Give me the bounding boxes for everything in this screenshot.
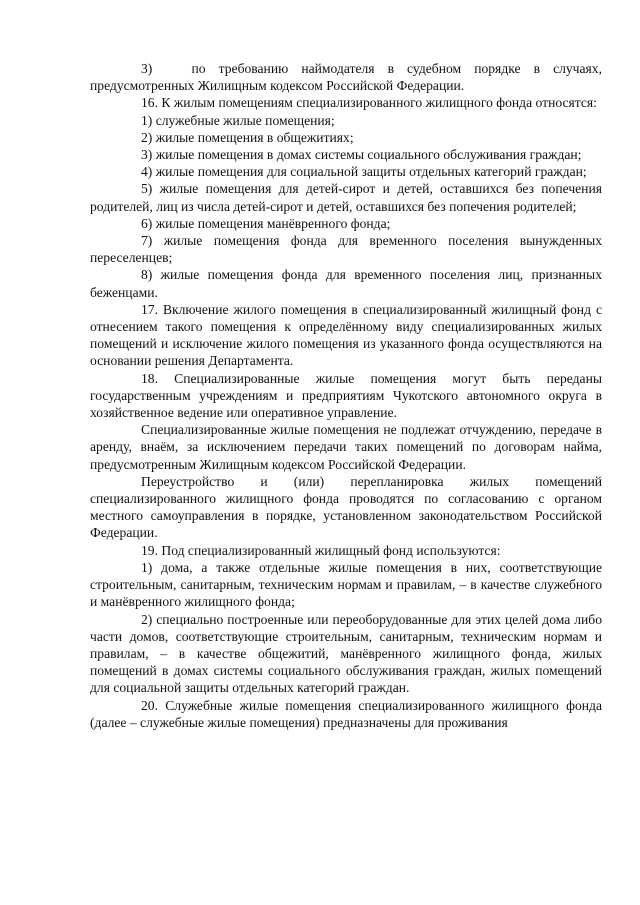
document-body — [90, 60, 602, 731]
list-item-forced-migrants: 7) жилые помещения фонда для временного поселения вынужденных переселенцев; — [90, 233, 602, 266]
list-item-social-protection: 4) жилые помещения для социальной защиты отдельных категорий граждан; — [141, 164, 587, 180]
paragraph-reconstruction: Переустройство и (или) перепланировка жилых помещений специализированного жилищного фонда проводятся по согласованию с органом местного самоуправления в порядке, установленном законодательством Российской Федерации. — [90, 473, 602, 541]
paragraph-19-heading: 19. Под специализированный жилищный фонд используются: — [141, 542, 501, 558]
list-item-orphans: 5) жилые помещения для детей-сирот и детей, оставшихся без попечения родителей, лиц из числа детей-сирот и детей, оставшихся без попечения родителей; — [90, 181, 602, 214]
paragraph-17: 17. Включение жилого помещения в специализированный жилищный фонд с отнесением такого помещения к определённому виду специализированных жилых помещений и исключение жилого помещения из указанного фонда осуществляются на основании решения Департамента. — [90, 301, 602, 369]
list-item-maneuverable-fund: 6) жилые помещения манёвренного фонда; — [141, 215, 391, 231]
list-item-19-2: 2) специально построенные или переоборудованные для этих целей дома либо части домов, соответствующие строительным, санитарным, техническим нормам и правилам, – в качестве общежитий, манёвренного жилищного фонда, жилых помещений в домах системы социального обслуживания граждан, жилых помещений для социальной защиты отдельных категорий граждан. — [90, 611, 602, 696]
paragraph-item-3-eviction: 3) по требованию наймодателя в судебном порядке в случаях, предусмотренных Жилищным кодексом Российской Федерации. — [90, 61, 602, 94]
paragraph-20: 20. Служебные жилые помещения специализированного жилищного фонда (далее – служебные жилые помещения) предназначены для проживания — [90, 697, 602, 730]
list-item-service-housing: 1) служебные жилые помещения; — [141, 112, 335, 128]
list-item-social-service-homes: 3) жилые помещения в домах системы социального обслуживания граждан; — [141, 147, 582, 163]
paragraph-16-heading: 16. К жилым помещениям специализированного жилищного фонда относятся: — [141, 95, 597, 111]
list-item-refugees: 8) жилые помещения фонда для временного поселения лиц, признанных беженцами. — [90, 267, 602, 300]
list-item-19-1: 1) дома, а также отдельные жилые помещения в них, соответствующие строительным, санитарным, техническим нормам и правилам, – в качестве служебного и манёвренного жилищного фонда; — [90, 559, 602, 610]
list-item-dormitories: 2) жилые помещения в общежитиях; — [141, 129, 354, 145]
paragraph-no-alienation: Специализированные жилые помещения не подлежат отчуждению, передаче в аренду, внаём, за исключением передачи таких помещений по договорам найма, предусмотренным Жилищным кодексом Российской Федерации. — [90, 422, 602, 472]
paragraph-18: 18. Специализированные жилые помещения могут быть переданы государственным учреждениям и предприятиям Чукотского автономного округа в хозяйственное ведение или оперативное управление. — [90, 370, 602, 421]
